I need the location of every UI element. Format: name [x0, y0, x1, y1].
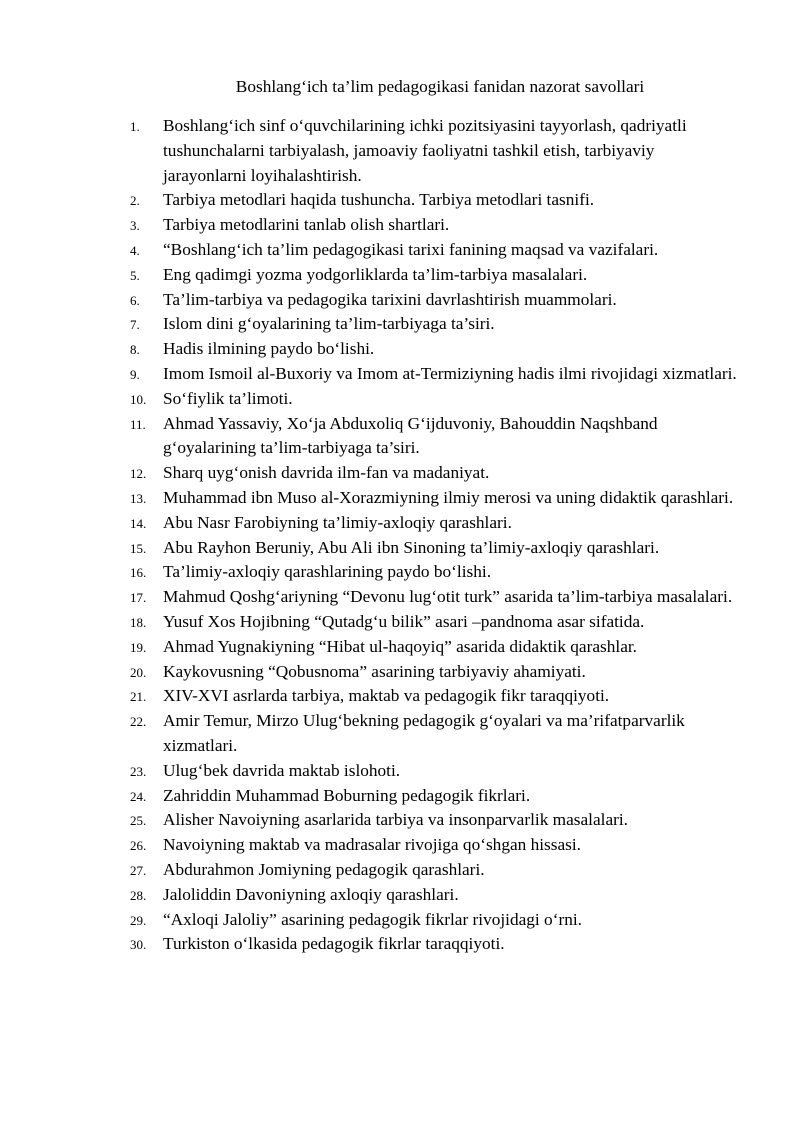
list-item: [130, 610, 742, 635]
list-item-number: 6.: [130, 292, 140, 308]
list-item-number: 26.: [130, 838, 147, 854]
list-item-text: Hadis ilmining paydo bo‘lishi.: [163, 339, 375, 359]
list-item: [130, 263, 742, 288]
list-item: [130, 932, 742, 957]
list-item-number: 25.: [130, 813, 147, 829]
list-item-text: Abu Nasr Farobiyning ta’limiy-axloqiy qarashlari.: [163, 512, 512, 532]
list-item-number: 27.: [130, 862, 147, 878]
list-item-text: Abdurahmon Jomiyning pedagogik qarashlari.: [163, 859, 485, 879]
list-item: [130, 536, 742, 561]
list-item-text: Turkiston o‘lkasida pedagogik fikrlar taraqqiyoti.: [163, 934, 505, 954]
list-item: [130, 412, 742, 462]
page-title: Boshlang‘ich ta’lim pedagogikasi fanidan nazorat savollari: [235, 77, 645, 96]
list-item-number: 2.: [130, 193, 140, 209]
list-item: [130, 808, 742, 833]
list-item-number: 1.: [130, 119, 140, 134]
list-item-number: 4.: [130, 242, 140, 258]
list-item-number: 8.: [130, 342, 140, 358]
list-item-text: Mahmud Qoshg‘ariyning “Devonu lug‘otit turk” asarida ta’lim-tarbiya masalalari.: [163, 587, 733, 607]
list-item-number: 12.: [130, 466, 147, 482]
list-item-number: 9.: [130, 366, 140, 382]
list-item-text: “Boshlang‘ich ta’lim pedagogikasi tarixi fanining maqsad va vazifalari.: [163, 239, 659, 259]
list-item: [130, 288, 742, 313]
list-item-text: Alisher Navoiyning asarlarida tarbiya va insonparvarlik masalalari.: [163, 810, 628, 830]
list-item: [130, 660, 742, 685]
list-item-text: Jaloliddin Davoniyning axloqiy qarashlari.: [163, 884, 459, 904]
list-item-text: Ahmad Yassaviy, Xo‘ja Abduxoliq G‘ijduvoniy, Bahouddin Naqshband g‘oyalarining ta’lim-tarbiyaga ta’siri.: [163, 413, 658, 458]
list-item-text: Ahmad Yugnakiyning “Hibat ul-haqoyiq” asarida didaktik qarashlar.: [163, 636, 637, 656]
list-item-number: 23.: [130, 763, 147, 779]
list-item: [130, 908, 742, 933]
list-item-number: 30.: [130, 937, 147, 953]
list-item: [130, 114, 742, 188]
list-item-number: 21.: [130, 689, 147, 705]
list-item-number: 7.: [130, 317, 140, 333]
list-item: [130, 709, 742, 759]
list-item-text: Kaykovusning “Qobusnoma” asarining tarbiyaviy ahamiyati.: [163, 661, 586, 681]
list-item: [130, 461, 742, 486]
list-item-text: XIV-XVI asrlarda tarbiya, maktab va pedagogik fikr taraqqiyoti.: [163, 686, 610, 706]
list-item-number: 19.: [130, 639, 147, 655]
list-item-number: 20.: [130, 664, 147, 680]
list-item-number: 3.: [130, 218, 140, 234]
list-item-text: Tarbiya metodlarini tanlab olish shartlari.: [163, 215, 450, 235]
list-item-text: Muhammad ibn Muso al-Xorazmiyning ilmiy merosi va uning didaktik qarashlari.: [163, 487, 734, 507]
list-item: [130, 312, 742, 337]
list-item: [130, 511, 742, 536]
list-item-number: 15.: [130, 540, 147, 556]
list-item: [130, 635, 742, 660]
list-item-text: Ta’limiy-axloqiy qarashlarining paydo bo‘lishi.: [163, 562, 492, 582]
list-item-number: 5.: [130, 267, 140, 283]
list-item: [130, 188, 742, 213]
list-item-number: 22.: [130, 714, 147, 730]
list-item: [130, 883, 742, 908]
list-item: [130, 684, 742, 709]
list-item-text: Abu Rayhon Beruniy, Abu Ali ibn Sinoning ta’limiy-axloqiy qarashlari.: [163, 537, 660, 557]
list-item-number: 24.: [130, 788, 147, 804]
list-item-number: 29.: [130, 912, 147, 928]
list-item-number: 17.: [130, 590, 147, 606]
list-item: [130, 858, 742, 883]
list-item-text: Navoiyning maktab va madrasalar rivojiga qo‘shgan hissasi.: [163, 835, 582, 855]
list-item: [130, 486, 742, 511]
list-item: [130, 784, 742, 809]
list-item-text: Ulug‘bek davrida maktab islohoti.: [163, 760, 401, 780]
list-item: [130, 833, 742, 858]
list-item-text: “Axloqi Jaloliy” asarining pedagogik fikrlar rivojidagi o‘rni.: [163, 909, 582, 929]
list-item-text: Zahriddin Muhammad Boburning pedagogik fikrlari.: [163, 785, 531, 805]
list-item-text: So‘fiylik ta’limoti.: [163, 388, 293, 408]
list-item-number: 16.: [130, 565, 147, 581]
list-item-text: Yusuf Xos Hojibning “Qutadg‘u bilik” asari –pandnoma asar sifatida.: [163, 611, 645, 631]
list-item-number: 10.: [130, 391, 147, 407]
list-item: [130, 337, 742, 362]
list-item-text: Amir Temur, Mirzo Ulug‘bekning pedagogik g‘oyalari va ma’rifatparvarlik xizmatlari.: [163, 711, 685, 755]
question-list: [130, 114, 742, 957]
list-item-number: 13.: [130, 490, 147, 506]
list-item-number: 14.: [130, 515, 147, 531]
list-item-number: 11.: [130, 416, 146, 432]
list-item-number: 28.: [130, 887, 147, 903]
list-item-text: Tarbiya metodlari haqida tushuncha. Tarbiya metodlari tasnifi.: [163, 190, 595, 210]
list-item: [130, 759, 742, 784]
list-item: [130, 238, 742, 263]
list-item-text: Eng qadimgi yozma yodgorliklarda ta’lim-tarbiya masalalari.: [163, 264, 588, 284]
list-item-number: 18.: [130, 614, 147, 630]
list-item-text: Imom Ismoil al-Buxoriy va Imom at-Termiziyning hadis ilmi rivojidagi xizmatlari.: [163, 363, 737, 383]
list-item: [130, 585, 742, 610]
list-item-text: Sharq uyg‘onish davrida ilm-fan va madaniyat.: [163, 463, 490, 483]
list-item: [130, 560, 742, 585]
list-item-text: Islom dini g‘oyalarining ta’lim-tarbiyaga ta’siri.: [163, 314, 495, 334]
list-item: [130, 387, 742, 412]
list-item-text: Boshlang‘ich sinf o‘quvchilarining ichki pozitsiyasini tayyorlash, qadriyatli tushunchalarni tarbiyalash, jamoaviy faoliyatni tashkil etish, tarbiyaviy jarayonlarni loyihalashtirish.: [163, 116, 687, 185]
list-item: [130, 213, 742, 238]
list-item-text: Ta’lim-tarbiya va pedagogika tarixini davrlashtirish muammolari.: [163, 289, 617, 309]
list-item: [130, 362, 742, 387]
